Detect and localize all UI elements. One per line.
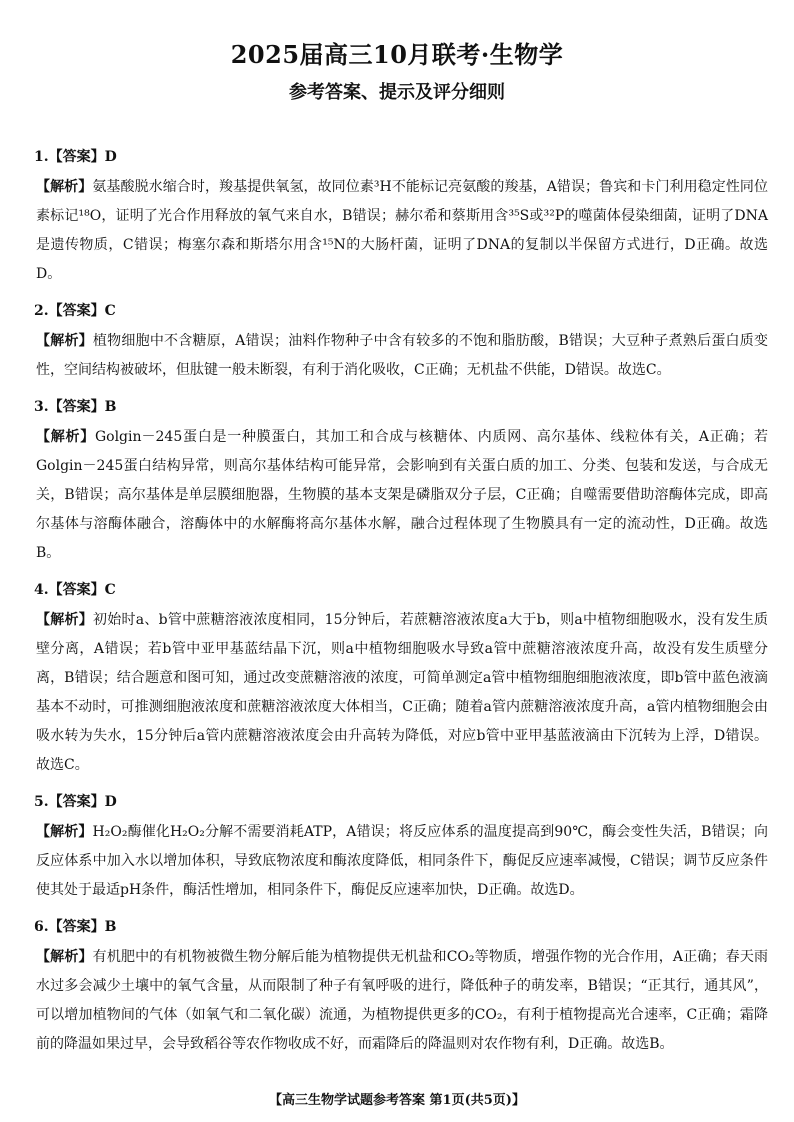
page-footer: 【高三生物学试题参考答案 第1页(共5页)】 xyxy=(269,1093,525,1108)
explanation-tag: 【解析】 xyxy=(36,612,94,628)
explanation xyxy=(34,327,768,385)
explanation-text: Golgin－245蛋白是一种膜蛋白，其加工和合成与核糖体、内质网、高尔基体、线粒体有关，A正确；若Golgin－245蛋白结构异常，则高尔基体结构可能异常，会影响到有关蛋白质的加工、分类、包装和发送，与合成无关，B错误；高尔基体是单层膜细胞器，生物膜的基本支架是磷脂双分子层，C正确；自噬需要借助溶酶体完成，即高尔基体与溶酶体融合，溶酶体中的水解酶将高尔基体水解，融合过程体现了生物膜具有一定的流动性，D正确。故选B。 xyxy=(36,429,768,561)
question-item-6 xyxy=(34,916,768,1059)
explanation-tag: 【解析】 xyxy=(36,824,93,840)
page-subtitle: 参考答案、提示及评分细则 xyxy=(289,82,505,103)
explanation-tag: 【解析】 xyxy=(36,949,93,965)
explanation xyxy=(34,173,768,289)
explanation-text: 初始时a、b管中蔗糖溶液浓度相同，15分钟后，若蔗糖溶液浓度a大于b，则a中植物细胞吸水，没有发生质壁分离，A错误；若b管中亚甲基蓝结晶下沉，则a中植物细胞吸水导致a管中蔗糖溶液浓度升高，故没有发生质壁分离，B错误；结合题意和图可知，通过改变蔗糖溶液的浓度，可简单测定a管中植物细胞细胞液浓度，即b管中蓝色液滴基本不动时，可推测细胞液浓度和蔗糖溶液浓度大体相当，C正确；随着a管内蔗糖溶液浓度升高，a管内植物细胞会由吸水转为失水，15分钟后a管内蔗糖溶液浓度会由升高转为降低，对应b管中亚甲基蓝液滴由下沉转为上浮，D错误。故选C。 xyxy=(36,612,769,773)
explanation-text: 有机肥中的有机物被微生物分解后能为植物提供无机盐和CO₂等物质，增强作物的光合作用，A正确；春天雨水过多会减少土壤中的氧气含量，从而限制了种子有氧呼吸的进行，降低种子的萌发率，B错误；“正其行，通其风”，可以增加植物间的气体（如氧气和二氧化碳）流通，为植物提供更多的CO₂，有利于植物提高光合速率，C正确；霜降前的降温如果过早，会导致稻谷等农作物收成不好，而霜降后的降温则对农作物有利，D正确。故选B。 xyxy=(36,949,768,1052)
question-item-2 xyxy=(34,300,768,385)
question-item-4 xyxy=(34,579,768,780)
explanation-text: 植物细胞中不含糖原，A错误；油料作物种子中含有较多的不饱和脂肪酸，B错误；大豆种子煮熟后蛋白质变性，空间结构被破坏，但肽键一般未断裂，有利于消化吸收，C正确；无机盐不供能，D错误。故选C。 xyxy=(36,333,769,378)
explanation-tag: 【解析】 xyxy=(36,179,93,195)
answer-line: 3.【答案】B xyxy=(34,399,117,415)
answer-line: 1.【答案】D xyxy=(34,149,117,165)
explanation xyxy=(34,818,768,905)
answer-list xyxy=(34,146,768,1070)
answer-line: 5.【答案】D xyxy=(34,794,117,810)
explanation-text: H₂O₂酶催化H₂O₂分解不需要消耗ATP，A错误；将反应体系的温度提高到90℃，酶会变性失活，B错误；向反应体系中加入水以增加体积，导致底物浓度和酶浓度降低，相同条件下，酶促反应速率减慢，C错误；调节反应条件使其处于最适pH条件，酶活性增加，相同条件下，酶促反应速率加快，D正确。故选D。 xyxy=(36,824,769,898)
answer-line: 4.【答案】C xyxy=(34,582,116,598)
question-item-3 xyxy=(34,396,768,568)
explanation xyxy=(34,423,768,568)
question-item-1 xyxy=(34,146,768,289)
explanation-tag: 【解析】 xyxy=(36,333,93,349)
explanation xyxy=(34,943,768,1059)
page-title: 2025届高三10月联考·生物学 xyxy=(230,40,564,69)
page-header xyxy=(0,38,794,106)
answer-line: 6.【答案】B xyxy=(34,919,117,935)
question-item-5 xyxy=(34,791,768,905)
explanation-tag: 【解析】 xyxy=(36,429,95,445)
answer-line: 2.【答案】C xyxy=(34,303,116,319)
explanation-text: 氨基酸脱水缩合时，羧基提供氧氢，故同位素³H不能标记亮氨酸的羧基，A错误；鲁宾和卡门利用稳定性同位素标记¹⁸O，证明了光合作用释放的氧气来自水，B错误；赫尔希和蔡斯用含³⁵S或³²P的噬菌体侵染细菌，证明了DNA是遗传物质，C错误；梅塞尔森和斯塔尔用含¹⁵N的大肠杆菌，证明了DNA的复制以半保留方式进行，D正确。故选D。 xyxy=(36,179,769,282)
explanation xyxy=(34,606,768,780)
